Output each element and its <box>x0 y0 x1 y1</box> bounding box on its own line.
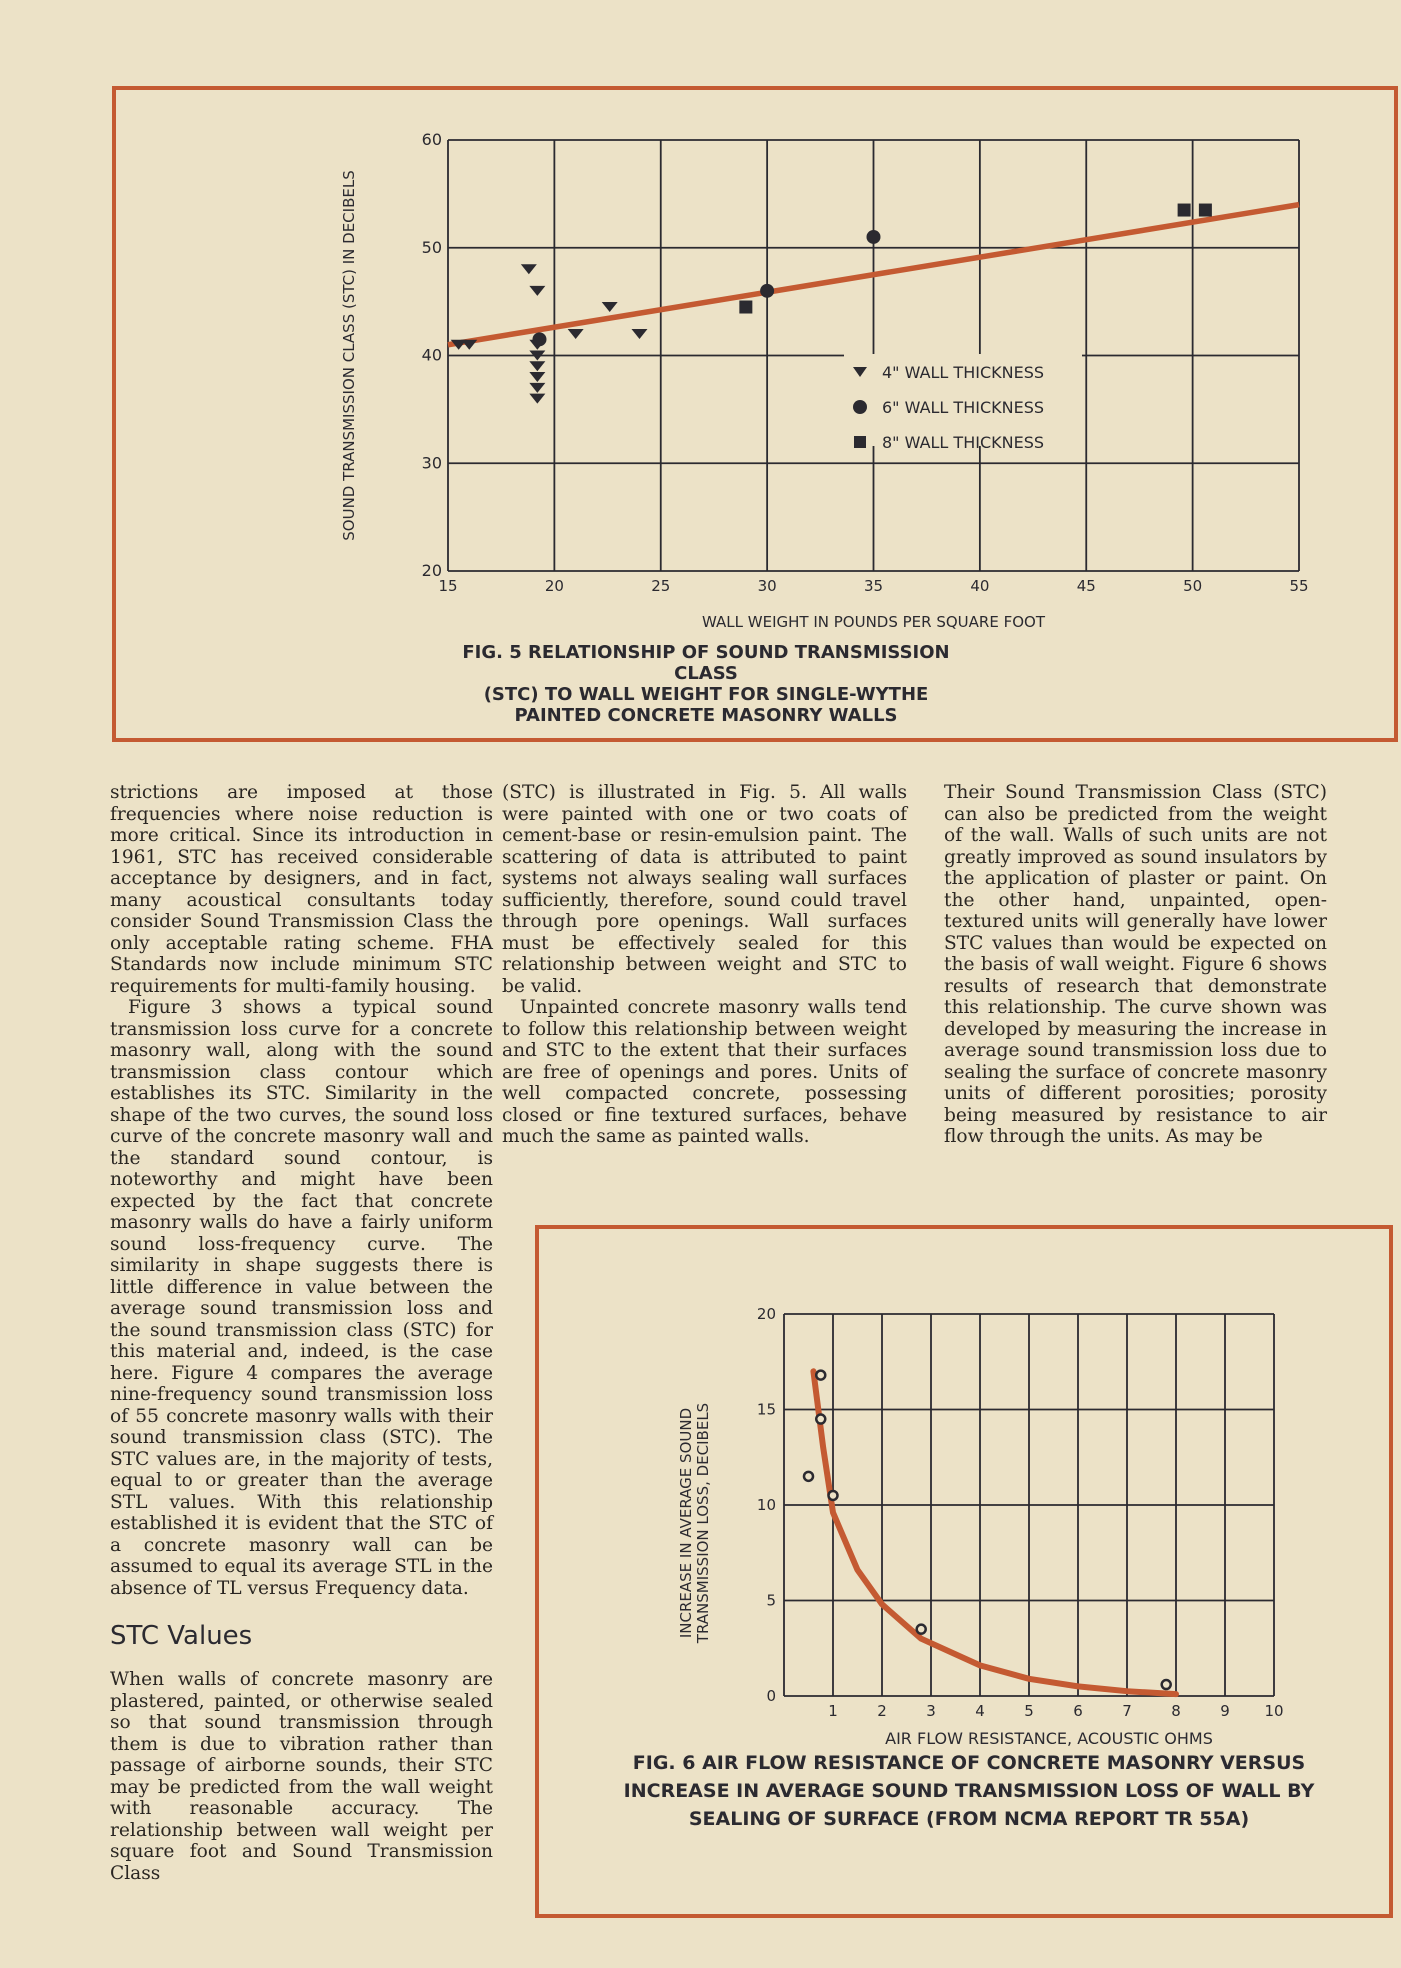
x-tick-label: 9 <box>1220 1702 1230 1720</box>
y-tick-label: 50 <box>421 237 442 257</box>
section-heading: STC Values <box>110 1621 253 1651</box>
x-tick-label: 8 <box>1171 1702 1181 1720</box>
figure-6-caption-line: FIG. 6 AIR FLOW RESISTANCE OF CONCRETE MASONRY VERSUS <box>632 1752 1306 1774</box>
x-tick-label: 55 <box>1289 577 1309 595</box>
body-paragraph: strictions are imposed at those frequencies where noise reduction is more critical. Since its introduction in 1961, STC has received considerable acceptance by designers, and in fact, many acoustical consultants today consider Sound Transmission Class the only acceptable rating scheme. FHA Standards now include minimum STC requirements for multi-family housing. <box>110 782 493 997</box>
figure-6-panel <box>535 1225 1393 1918</box>
figure-5-panel <box>112 86 1398 742</box>
data-point-4in <box>568 329 584 339</box>
y-axis-label-line-1: INCREASE IN AVERAGE SOUND <box>677 1407 695 1639</box>
figure-6-caption-line: SEALING OF SURFACE (FROM NCMA REPORT TR 55A) <box>688 1808 1250 1830</box>
x-tick-label: 45 <box>1076 577 1096 595</box>
x-axis-label: WALL WEIGHT IN POUNDS PER SQUARE FOOT <box>702 613 1045 631</box>
text-column-1 <box>110 782 493 1884</box>
y-tick-label: 10 <box>756 1496 776 1514</box>
legend-square-marker <box>854 436 866 448</box>
body-paragraph: Figure 3 shows a typical sound transmission loss curve for a concrete masonry wall, along with the sound transmission class contour which establishes its STC. Similarity in the shape of the two curves, the sound loss curve of the concrete masonry wall and the standard sound contour, is noteworthy and might have been expected by the fact that concrete masonry walls do have a fairly uniform sound loss-frequency curve. The similarity in shape suggests there is little difference in value between the average sound transmission loss and the sound transmission class (STC) for this material and, indeed, is the case here. Figure 4 compares the average nine-frequency sound transmission loss of 55 concrete masonry walls with their sound transmission class (STC). The STC values are, in the majority of tests, equal to or greater than the average STL values. With this relationship established it is evident that the STC of a concrete masonry wall can be assumed to equal its average STL in the absence of TL versus Frequency data. <box>110 997 493 1599</box>
figure-5-caption-line: (STC) TO WALL WEIGHT FOR SINGLE-WYTHE <box>483 684 929 705</box>
y-tick-label: 60 <box>421 130 442 149</box>
data-point-6in <box>867 230 881 244</box>
data-point <box>829 1491 838 1500</box>
data-point-6in <box>760 284 774 298</box>
figure-6-caption <box>579 1749 1359 1833</box>
y-tick-label: 15 <box>756 1400 776 1419</box>
data-point-4in <box>631 329 647 339</box>
data-point-6in <box>532 332 546 346</box>
data-point <box>1162 1680 1171 1689</box>
legend-label: 6" WALL THICKNESS <box>882 398 1045 417</box>
figure-5-caption <box>446 642 966 726</box>
fitted-curve <box>813 1371 1176 1694</box>
x-tick-label: 15 <box>438 577 458 595</box>
legend-circle-marker <box>853 400 867 414</box>
body-paragraph: When walls of concrete masonry are plastered, painted, or otherwise sealed so that sound transmission through them is due to vibration rather than passage of airborne sounds, their STC may be predicted from the wall weight with reasonable accuracy. The relationship between wall weight per square foot and Sound Transmission Class <box>110 1669 493 1884</box>
figure-6-chart <box>539 1229 1397 1749</box>
x-axis-label: AIR FLOW RESISTANCE, ACOUSTIC OHMS <box>885 1729 1213 1748</box>
data-point-4in <box>529 361 545 371</box>
data-point-4in <box>529 383 545 393</box>
figure-5-caption-line: PAINTED CONCRETE MASONRY WALLS <box>514 705 898 726</box>
legend-label: 8" WALL THICKNESS <box>882 433 1045 452</box>
data-point <box>804 1472 813 1481</box>
data-point-8in <box>1199 204 1212 217</box>
figure-5-caption-line: FIG. 5 RELATIONSHIP OF SOUND TRANSMISSION CLASS <box>462 642 950 684</box>
data-point-4in <box>529 286 545 296</box>
data-point-4in <box>529 394 545 404</box>
x-tick-label: 5 <box>1024 1702 1034 1720</box>
text-column-3 <box>944 782 1327 1148</box>
figure-6-caption-line: INCREASE IN AVERAGE SOUND TRANSMISSION LOSS OF WALL BY <box>623 1780 1315 1802</box>
x-tick-label: 3 <box>926 1702 936 1720</box>
y-tick-label: 20 <box>421 561 442 580</box>
y-tick-label: 5 <box>766 1591 776 1610</box>
x-tick-label: 6 <box>1073 1702 1083 1720</box>
y-tick-label: 20 <box>756 1305 776 1323</box>
body-paragraph: Their Sound Transmission Class (STC) can also be predicted from the weight of the wall. Walls of such units are not greatly improved as sound insulators by the application of plaster or paint. On the other hand, unpainted, open-textured units will generally have lower STC values than would be expected on the basis of wall weight. Figure 6 shows results of research that demonstrate this relationship. The curve shown was developed by measuring the increase in average sound transmission loss due to sealing the surface of concrete masonry units of different porosities; porosity being measured by resistance to air flow through the units. As may be <box>944 782 1327 1147</box>
data-point <box>816 1415 825 1424</box>
x-tick-label: 35 <box>863 577 884 595</box>
body-paragraph: Unpainted concrete masonry walls tend to follow this relationship between weight and STC to the extent that their surfaces are free of openings and pores. Units of well compacted concrete, possessing closed or fine textured surfaces, behave much the same as painted walls. <box>502 997 907 1147</box>
legend-label: 4" WALL THICKNESS <box>882 363 1045 382</box>
data-point-8in <box>739 301 752 314</box>
data-point <box>816 1371 825 1380</box>
y-axis-label-line-2: TRANSMISSION LOSS, DECIBELS <box>694 1402 712 1644</box>
x-tick-label: 30 <box>757 577 777 595</box>
x-tick-label: 50 <box>1183 577 1203 595</box>
x-tick-label: 4 <box>975 1702 985 1720</box>
x-tick-label: 40 <box>970 577 990 595</box>
x-tick-label: 10 <box>1264 1702 1284 1720</box>
text-column-2 <box>502 782 907 1148</box>
y-tick-label: 0 <box>766 1687 776 1705</box>
data-point-4in <box>602 302 618 312</box>
x-tick-label: 25 <box>651 577 671 595</box>
data-point-4in <box>521 264 537 274</box>
x-tick-label: 20 <box>544 577 564 595</box>
y-axis-label: SOUND TRANSMISSION CLASS (STC) IN DECIBELS <box>340 170 358 541</box>
data-point <box>917 1625 926 1634</box>
y-tick-label: 40 <box>421 345 442 365</box>
data-point-4in <box>529 372 545 382</box>
x-tick-label: 1 <box>828 1702 838 1720</box>
figure-5-chart <box>116 90 1401 630</box>
body-paragraph: (STC) is illustrated in Fig. 5. All walls were painted with one or two coats of cement-base or resin-emulsion paint. The scattering of data is attributed to paint systems not always sealing wall surfaces sufficiently, therefore, sound could travel through pore openings. Wall surfaces must be effectively sealed for this relationship between weight and STC to be valid. <box>502 782 907 997</box>
x-tick-label: 2 <box>877 1702 887 1720</box>
data-point-8in <box>1178 204 1191 217</box>
x-tick-label: 7 <box>1122 1702 1132 1720</box>
y-tick-label: 30 <box>421 453 442 473</box>
